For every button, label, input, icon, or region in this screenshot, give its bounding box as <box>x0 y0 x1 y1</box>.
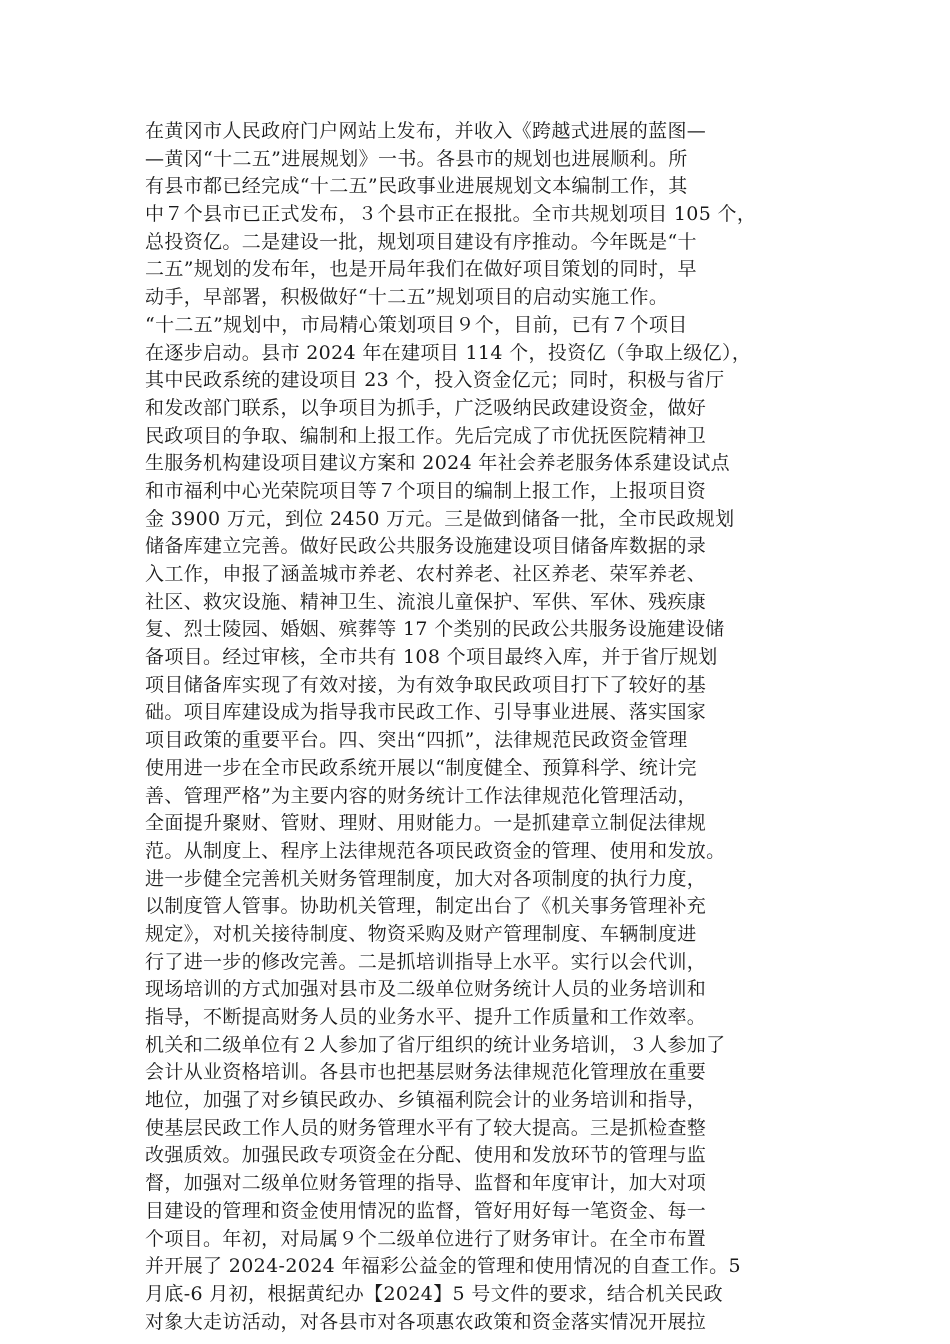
text-line: 二五”规划的发布年，也是开局年我们在做好项目策划的同时，早 <box>145 258 697 281</box>
text-line: 目建设的管理和资金使用情况的监督，管好用好每一笔资金、每一 <box>145 1199 707 1222</box>
text-line: 动手，早部署，积极做好“十二五”规划项目的启动实施工作。 <box>145 286 669 309</box>
text-line: 地位，加强了对乡镇民政办、乡镇福利院会计的业务培训和指导， <box>145 1089 707 1112</box>
text-line: 复、烈士陵园、婚姻、殡葬等 17 个类别的民政公共服务设施建设储 <box>145 618 725 641</box>
text-line: 备项目。经过审核，全市共有 108 个项目最终入库，并于省厅规划 <box>145 646 718 669</box>
text-line: 生服务机构建设项目建议方案和 2024 年社会养老服务体系建设试点 <box>145 452 730 475</box>
text-line: 入工作，申报了涵盖城市养老、农村养老、社区养老、荣军养老、 <box>145 563 707 585</box>
text-line: —黄冈“十二五”进展规划》一书。各县市的规划也进展顺利。所 <box>145 147 688 170</box>
text-line: 会计从业资格培训。各县市也把基层财务法律规范化管理放在重要 <box>145 1061 707 1084</box>
text-line: 机关和二级单位有２人参加了省厅组织的统计业务培训，３人参加了 <box>145 1033 726 1056</box>
text-line: 其中民政系统的建设项目 23 个，投入资金亿元；同时，积极与省厅 <box>145 369 725 392</box>
text-line: 和市福利中心光荣院项目等７个项目的编制上报工作，上报项目资 <box>145 479 707 502</box>
text-line: 和发改部门联系，以争项目为抓手，广泛吸纳民政建设资金，做好 <box>145 396 707 419</box>
text-line: “十二五”规划中，市局精心策划项目９个，目前，已有７个项目 <box>145 313 688 336</box>
text-line: 指导，不断提高财务人员的业务水平、提升工作质量和工作效率。 <box>145 1006 707 1028</box>
text-line: 现场培训的方式加强对县市及二级单位财务统计人员的业务培训和 <box>145 978 707 1001</box>
text-line: 项目储备库实现了有效对接，为有效争取民政项目打下了较好的基 <box>145 673 707 696</box>
text-line: 金 3900 万元，到位 2450 万元。三是做到储备一批，全市民政规划 <box>145 507 735 530</box>
text-line: 在黄冈市人民政府门户网站上发布，并收入《跨越式进展的蓝图— <box>145 120 707 142</box>
text-line: 对象大走访活动，对各县市对各项惠农政策和资金落实情况开展拉 <box>145 1310 707 1333</box>
text-line: 月底-6 月初，根据黄纪办【2024】5 号文件的要求，结合机关民政 <box>145 1282 723 1305</box>
text-line: 善、管理严格”为主要内容的财务统计工作法律规范化管理活动， <box>145 784 697 807</box>
text-line: 进一步健全完善机关财务管理制度，加大对各项制度的执行力度， <box>145 867 707 890</box>
text-line: 有县市都已经完成“十二五”民政事业进展规划文本编制工作，其 <box>145 175 688 198</box>
text-line: 项目政策的重要平台。四、突出“四抓”，法律规范民政资金管理 <box>145 729 688 752</box>
text-line: 督，加强对二级单位财务管理的指导、监督和年度审计，加大对项 <box>145 1172 707 1195</box>
text-line: 改强质效。加强民政专项资金在分配、使用和发放环节的管理与监 <box>145 1144 707 1167</box>
text-line: 社区、救灾设施、精神卫生、流浪儿童保护、军供、军休、残疾康 <box>145 590 707 613</box>
text-line: 中７个县市已正式发布，３个县市正在报批。全市共规划项目 105 个， <box>145 203 757 226</box>
text-line: 以制度管人管事。协助机关管理，制定出台了《机关事务管理补充 <box>145 895 707 918</box>
text-line: 使用进一步在全市民政系统开展以“制度健全、预算科学、统计完 <box>145 756 697 779</box>
text-line: 础。项目库建设成为指导我市民政工作、引导事业进展、落实国家 <box>145 701 707 724</box>
text-line: 储备库建立完善。做好民政公共服务设施建设项目储备库数据的录 <box>145 535 707 558</box>
text-line: 范。从制度上、程序上法律规范各项民政资金的管理、使用和发放。 <box>145 839 726 862</box>
text-line: 全面提升聚财、管财、理财、用财能力。一是抓建章立制促法律规 <box>145 812 707 835</box>
text-line: 个项目。年初，对局属９个二级单位进行了财务审计。在全市布置 <box>145 1227 707 1250</box>
text-line: 行了进一步的修改完善。二是抓培训指导上水平。实行以会代训， <box>145 950 707 973</box>
body-paragraph <box>145 118 805 1336</box>
text-line: 并开展了 2024-2024 年福彩公益金的管理和使用情况的自查工作。5 <box>145 1255 741 1278</box>
text-line: 总投资亿。二是建设一批，规划项目建设有序推动。今年既是“十 <box>145 230 697 253</box>
text-line: 民政项目的争取、编制和上报工作。先后完成了市优抚医院精神卫 <box>145 424 707 447</box>
text-line: 规定》，对机关接待制度、物资采购及财产管理制度、车辆制度进 <box>145 922 697 945</box>
text-line: 在逐步启动。县市 2024 年在建项目 114 个，投资亿（争取上级亿）， <box>145 341 752 364</box>
text-line: 使基层民政工作人员的财务管理水平有了较大提高。三是抓检查整 <box>145 1116 707 1139</box>
